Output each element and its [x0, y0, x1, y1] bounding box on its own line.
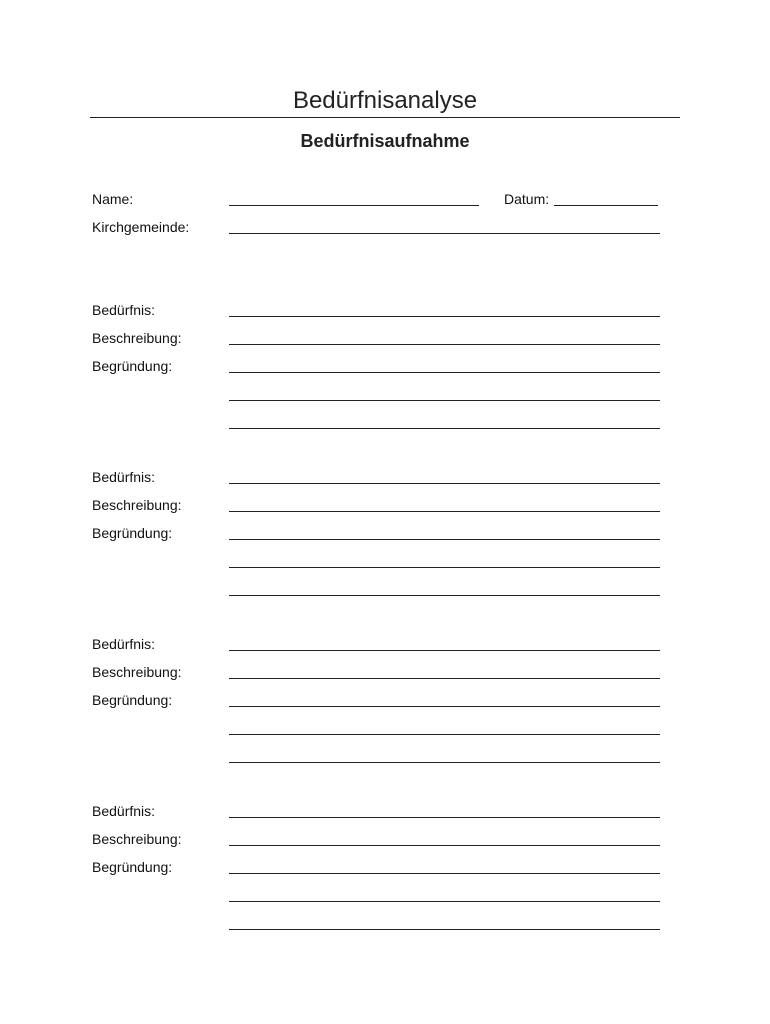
reason-field-line[interactable] [229, 734, 660, 735]
description-field-line[interactable] [229, 344, 660, 345]
need-label: Bedürfnis: [92, 302, 156, 318]
description-label: Beschreibung: [92, 831, 182, 847]
name-field-line[interactable] [229, 205, 479, 206]
reason-label: Begründung: [92, 525, 173, 541]
parish-label: Kirchgemeinde: [92, 219, 190, 235]
reason-field-line[interactable] [229, 706, 660, 707]
name-label: Name: [92, 191, 134, 207]
need-label: Bedürfnis: [92, 803, 156, 819]
description-field-line[interactable] [229, 511, 660, 512]
date-field-line[interactable] [554, 205, 658, 206]
reason-label: Begründung: [92, 859, 173, 875]
reason-field-line[interactable] [229, 762, 660, 763]
date-label: Datum: [504, 191, 550, 207]
description-field-line[interactable] [229, 845, 660, 846]
reason-field-line[interactable] [229, 929, 660, 930]
reason-label: Begründung: [92, 358, 173, 374]
need-field-line[interactable] [229, 817, 660, 818]
need-field-line[interactable] [229, 483, 660, 484]
reason-field-line[interactable] [229, 428, 660, 429]
description-label: Beschreibung: [92, 664, 182, 680]
page-title: Bedürfnisanalyse [292, 87, 478, 114]
need-label: Bedürfnis: [92, 469, 156, 485]
description-field-line[interactable] [229, 678, 660, 679]
page-subtitle: Bedürfnisaufnahme [300, 131, 470, 151]
need-label: Bedürfnis: [92, 636, 156, 652]
reason-field-line[interactable] [229, 901, 660, 902]
title-divider [90, 117, 680, 118]
reason-field-line[interactable] [229, 372, 660, 373]
reason-field-line[interactable] [229, 539, 660, 540]
need-field-line[interactable] [229, 316, 660, 317]
reason-field-line[interactable] [229, 400, 660, 401]
reason-label: Begründung: [92, 692, 173, 708]
description-label: Beschreibung: [92, 497, 182, 513]
reason-field-line[interactable] [229, 873, 660, 874]
reason-field-line[interactable] [229, 595, 660, 596]
parish-field-line[interactable] [229, 233, 660, 234]
need-field-line[interactable] [229, 650, 660, 651]
reason-field-line[interactable] [229, 567, 660, 568]
description-label: Beschreibung: [92, 330, 182, 346]
